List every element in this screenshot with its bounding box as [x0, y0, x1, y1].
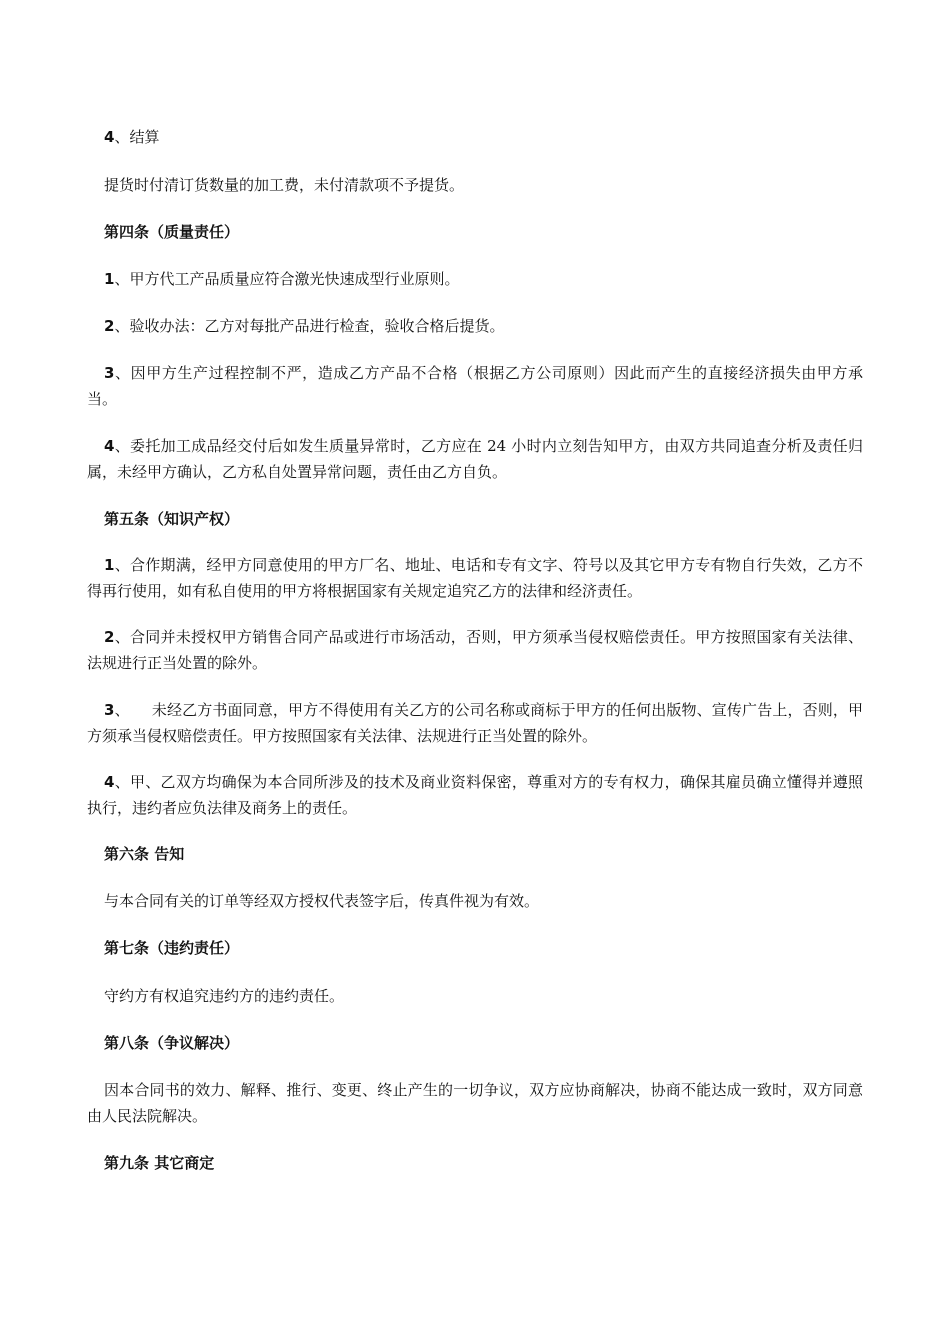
item-number: 1: [104, 556, 115, 574]
article-4-item-1: [87, 266, 863, 292]
item-number: 3: [104, 701, 115, 719]
notice-text: 与本合同有关的订单等经双方授权代表签字后，传真件视为有效。: [104, 892, 540, 910]
item-number: 2: [104, 628, 115, 646]
item-number: 4: [104, 773, 115, 791]
article-5-item-3: [87, 697, 863, 749]
item-separator: 、: [114, 701, 130, 719]
item-text: 、结算: [114, 128, 160, 146]
item-text: 、甲方代工产品质量应符合激光快速成型行业原则。: [114, 270, 460, 288]
item-text: 、甲、乙双方均确保为本合同所涉及的技术及商业资料保密，尊重对方的专有权力，确保其雇员确立懂得并遵照执行，违约者应负法律及商务上的责任。: [87, 773, 863, 817]
article-9-heading: 第九条 其它商定: [104, 1154, 215, 1172]
article-5-heading: 第五条（知识产权）: [104, 510, 240, 528]
article-5-item-4: [87, 769, 863, 821]
article-7-heading: 第七条（违约责任）: [104, 939, 240, 957]
article-4-heading: 第四条（质量责任）: [104, 223, 240, 241]
item-number: 3: [104, 364, 115, 382]
clause-3-item-4: [87, 124, 863, 150]
article-8-heading: 第八条（争议解决）: [104, 1034, 240, 1052]
settlement-text: 提货时付清订货数量的加工费，未付清款项不予提货。: [104, 176, 465, 194]
item-number: 1: [104, 270, 115, 288]
article-4-item-2: [87, 313, 863, 339]
article-4-item-3: [87, 360, 863, 412]
item-text: 、因甲方生产过程控制不严，造成乙方产品不合格（根据乙方公司原则）因此而产生的直接经济损失由甲方承当。: [87, 364, 863, 408]
item-number: 4: [104, 128, 115, 146]
article-6-heading: 第六条 告知: [104, 845, 185, 863]
breach-text: 守约方有权追究违约方的违约责任。: [104, 987, 345, 1005]
article-4-item-4: [87, 433, 863, 485]
dispute-text: 因本合同书的效力、解释、推行、变更、终止产生的一切争议，双方应协商解决，协商不能达成一致时，双方同意由人民法院解决。: [87, 1081, 863, 1125]
item-number: 2: [104, 317, 115, 335]
item-text: 、验收办法：乙方对每批产品进行检查，验收合格后提货。: [114, 317, 505, 335]
item-text: 、委托加工成品经交付后如发生质量异常时，乙方应在 24 小时内立刻告知甲方，由双方共同追查分析及责任归属，未经甲方确认，乙方私自处置异常问题，责任由乙方自负。: [87, 437, 863, 481]
article-5-item-2: [87, 624, 863, 676]
item-text: 、合同并未授权甲方销售合同产品或进行市场活动，否则，甲方须承当侵权赔偿责任。甲方按照国家有关法律、法规进行正当处置的除外。: [87, 628, 863, 672]
item-number: 4: [104, 437, 115, 455]
item-text: 、合作期满，经甲方同意使用的甲方厂名、地址、电话和专有文字、符号以及其它甲方专有物自行失效，乙方不得再行使用，如有私自使用的甲方将根据国家有关规定追究乙方的法律和经济责任。: [87, 556, 863, 600]
item-text: 未经乙方书面同意，甲方不得使用有关乙方的公司名称或商标于甲方的任何出版物、宣传广告上，否则，甲方须承当侵权赔偿责任。甲方按照国家有关法律、法规进行正当处置的除外。: [87, 701, 863, 745]
article-5-item-1: [87, 552, 863, 604]
